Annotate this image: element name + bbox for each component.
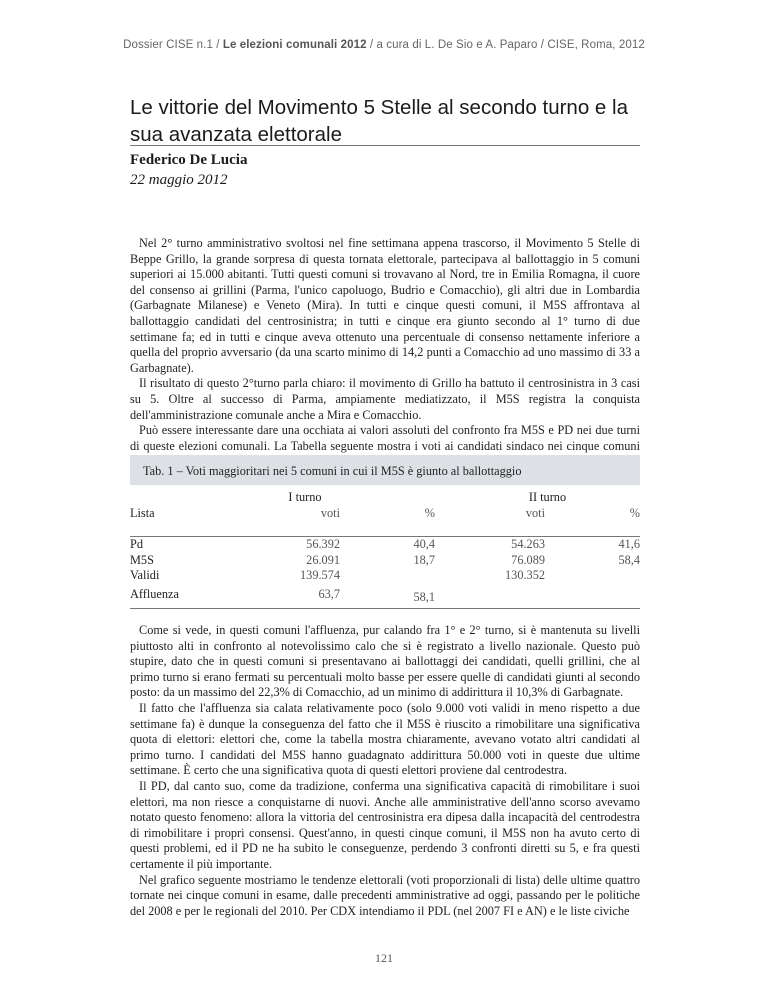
table-cell: 40,4 [413,537,435,552]
column-header: voti [320,505,340,520]
table-bottom-rule [130,608,640,609]
column-header: % [629,505,640,520]
column-header: % [424,505,435,520]
body-text [130,623,640,919]
article-date: 22 maggio 2012 [130,172,228,188]
table-caption: Tab. 1 – Voti maggioritari nei 5 comuni in cui il M5S è giunto al ballottaggio [130,455,640,485]
paragraph: Può essere interessante dare una occhiata ai valori assoluti del confronto fra M5S e PD nei due turni di queste elezioni comunali. La Tabella seguente mostra i voti ai candidati sindaco nei cinque comuni [130,423,640,453]
page-number: 121 [375,951,393,965]
running-header-suffix: / a cura di L. De Sio e A. Paparo / CISE, Roma, 2012 [369,39,645,51]
table-cell: 41,6 [618,537,640,552]
table-cell: 58,4 [618,552,640,567]
table-cell [435,583,545,604]
row-label: Validi [130,568,160,583]
table-cell: 130.352 [505,568,545,583]
running-header-prefix: Dossier CISE n.1 / [123,39,220,51]
table-row [130,568,640,583]
table-row [130,537,640,553]
table-cell [545,583,640,604]
table-cell: 54.263 [511,537,545,552]
header-rule [130,521,640,537]
title-underline [130,145,640,146]
table-cell: 139.574 [300,568,340,583]
table-cell [340,568,435,583]
paragraph: Nel grafico seguente mostriamo le tendenze elettorali (voti proporzionali di lista) delle ultime quattro tornate nei cinque comuni in esame, dalle precedenti amministrative ad oggi, passando per le politiche del 2008 e per le regionali del 2010. Per CDX intendiamo il PDL (nel 2007 FI e AN) e le liste civiche [130,872,640,918]
row-label: Affluenza [130,586,179,601]
intro-text [130,236,640,470]
table-cell: 63,7 [318,586,340,601]
table-cell: 58,1 [413,589,435,604]
table-cell: 18,7 [413,552,435,567]
table-column-header-row [130,505,640,520]
paragraph: Il fatto che l'affluenza sia calata relativamente poco (solo 9.000 voti validi in meno rispetto a due settimane fa) è dunque la conseguenza del fatto che il M5S è riuscito a rimobilitare una significativa quota di elettori: elettori che, come la tabella mostra chiaramente, avevano votato altri candidati al primo turno. I candidati del M5S hanno guadagnato addirittura 50.000 voti in queste due ultime settimane. È certo che una significativa quota di questi elettori proviene dal centrodestra. [130,700,640,778]
row-label: M5S [130,552,154,567]
article-title: Le vittorie del Movimento 5 Stelle al secondo turno e la sua avanzata elettorale [130,96,628,146]
paragraph: Il risultato di questo 2°turno parla chiaro: il movimento di Grillo ha battuto il centrosinistra in 3 casi su 5. Oltre al successo di Parma, ampiamente mediatizzato, il M5S registra la conquista dell'amministrazione comunale anche a Mira e Comacchio. [130,376,640,422]
table-cell: 56.392 [306,537,340,552]
group-header-second-round: II turno [528,490,567,504]
table-row [130,553,640,568]
results-table [130,490,640,605]
column-header: voti [525,505,545,520]
table-cell [545,568,640,583]
row-label: Pd [130,537,143,552]
column-header: Lista [130,505,155,520]
table-group-header-row [130,490,640,505]
running-header-book-title: Le elezioni comunali 2012 [222,39,367,51]
paragraph: Nel 2° turno amministrativo svoltosi nel fine settimana appena trascorso, il Movimento 5 Stelle di Beppe Grillo, la grande sorpresa di questa tornata elettorale, partecipava al ballottaggio in 5 comuni superiori ai 15.000 abitanti. Tutti questi comuni si trovavano al Nord, tre in Emilia Romagna, il cuore del consenso ai grillini (Parma, l'unico capoluogo, Budrio e Comacchio), gli altri due in Lombardia (Garbagnate Milanese) e Veneto (Mira). In tutti e cinque questi comuni, il M5S affrontava al ballottaggio candidati del centrosinistra; in tutti e cinque era giunto secondo al 1° turno di due settimane fa; ed in tutti e cinque aveva ottenuto una percentuale di consenso nettamente inferiore a quella del proprio avversario (da una scarto minimo di 14,2 punti a Comacchio ad uno massimo di 33 a Garbagnate). [130,236,640,375]
paragraph: Il PD, dal canto suo, come da tradizione, conferma una significativa capacità di rimobilitare i suoi elettori, ma non riesce a conquistarne di nuovi. Anche alle amministrative dell'anno scorso avevamo notato questo fenomeno: allora la vittoria del centrosinistra era dipesa dalla incapacità del centrodestra di rimobilitare i propri consensi. Quest'anno, in questi cinque comuni, il M5S non ha avuto certo di questi problemi, ed il PD ne ha subito le conseguenze, perdendo 3 confronti diretti su 5, e fra questi certamente il più importante. [130,778,640,871]
table-cell: 26.091 [306,552,340,567]
table-cell: 76.089 [511,552,545,567]
running-header [0,39,768,51]
article-author: Federico De Lucia [130,152,248,168]
paragraph: Come si vede, in questi comuni l'affluenza, pur calando fra 1° e 2° turno, si è mantenuta su livelli piuttosto alti in confronto al notevolissimo calo che si è registrato a livello nazionale. Questo può stupire, dato che in questi comuni si presentavano ai ballottaggi dei candidati, quelli grillini, che al primo turno si erano fermati su percentuali molto basse per essere quelle di candidati giunti al secondo posto: da un massimo del 22,3% di Comacchio, ad un minimo di addirittura il 10,3% di Garbagnate. [130,623,640,700]
table-row [130,583,640,604]
group-header-first-round: I turno [288,490,322,504]
